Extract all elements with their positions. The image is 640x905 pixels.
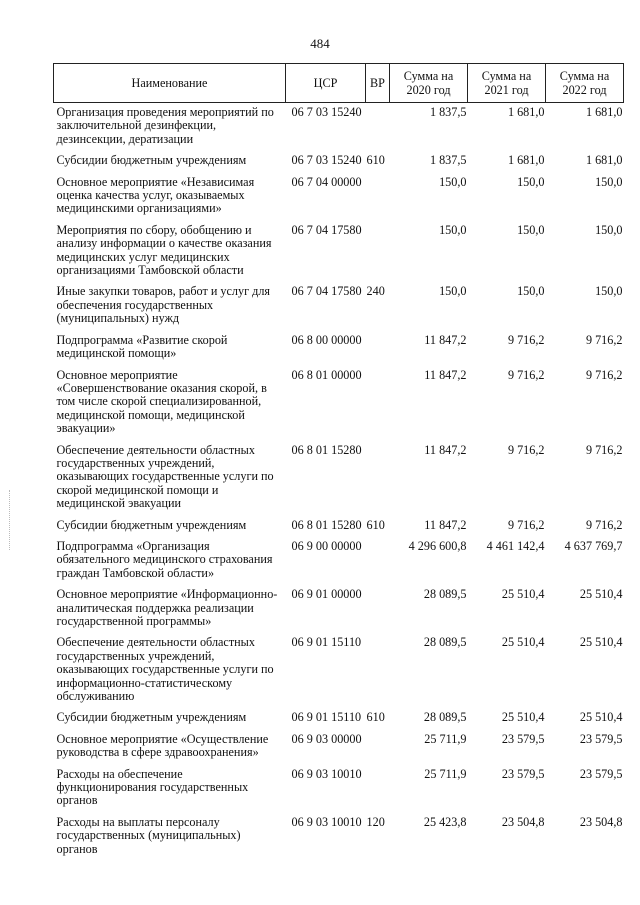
row-sum-2022: 1 681,0	[585, 105, 623, 119]
row-sum-2021: 9 716,2	[507, 332, 545, 347]
row-sum-2020: 11 847,2	[424, 367, 467, 382]
row-sum-2022: 23 579,5	[579, 731, 623, 746]
row-name: Подпрограмма «Организация обязательного медицинского страхования граждан Тамбовской области»	[56, 538, 273, 580]
margin-mark	[9, 490, 11, 550]
row-vr: 610	[366, 710, 385, 725]
row-sum-2021: 23 579,5	[501, 766, 545, 781]
row-sum-2021: 1 681,0	[507, 105, 545, 119]
row-vr	[366, 366, 390, 441]
row-sum-2021: 23 579,5	[501, 731, 545, 746]
row-csr: 06 8 01 15280	[291, 517, 362, 532]
table-row	[54, 282, 624, 330]
table-row	[54, 708, 624, 729]
row-csr: 06 9 01 00000	[291, 587, 362, 602]
table-row	[54, 366, 624, 441]
row-sum-2020: 1 837,5	[429, 153, 467, 168]
row-sum-2021: 150,0	[517, 222, 545, 237]
row-sum-2022: 9 716,2	[585, 517, 623, 532]
row-sum-2021: 25 510,4	[501, 635, 545, 650]
row-csr: 06 7 04 00000	[291, 174, 362, 189]
row-name: Субсидии бюджетным учреждениям	[56, 153, 247, 168]
row-name: Субсидии бюджетным учреждениям	[56, 517, 247, 532]
header-sum-2020: Сумма на 2020 год	[390, 64, 468, 103]
row-csr: 06 9 03 10010	[291, 814, 362, 829]
table-row	[54, 585, 624, 633]
table-row	[54, 537, 624, 585]
row-sum-2020: 11 847,2	[424, 442, 467, 457]
table-row	[54, 730, 624, 765]
row-name: Организация проведения мероприятий по заключительной дезинфекции, дезинсекции, дератизации	[56, 105, 274, 146]
row-name: Расходы на обеспечение функционирования государственных органов	[56, 766, 249, 808]
table-row	[54, 221, 624, 283]
row-sum-2020: 150,0	[439, 174, 467, 189]
row-vr: 240	[366, 284, 385, 299]
row-sum-2022: 23 579,5	[579, 766, 623, 781]
row-sum-2022: 25 510,4	[579, 710, 623, 725]
row-csr: 06 8 01 00000	[291, 367, 362, 382]
header-sum-2021: Сумма на 2021 год	[468, 64, 546, 103]
row-sum-2020: 28 089,5	[423, 635, 467, 650]
row-csr: 06 9 03 10010	[291, 766, 362, 781]
table-header	[54, 64, 624, 103]
row-vr	[366, 331, 390, 366]
row-csr: 06 8 00 00000	[291, 332, 362, 347]
row-sum-2021: 1 681,0	[507, 153, 545, 168]
row-name: Субсидии бюджетным учреждениям	[56, 710, 247, 725]
row-sum-2022: 150,0	[595, 222, 623, 237]
row-sum-2021: 25 510,4	[501, 710, 545, 725]
table-body	[54, 103, 624, 862]
row-csr: 06 7 03 15240	[291, 105, 362, 119]
row-sum-2022: 4 637 769,7	[564, 538, 623, 553]
row-csr: 06 7 04 17580	[291, 284, 362, 299]
header-sum-2022: Сумма на 2022 год	[546, 64, 624, 103]
row-name: Иные закупки товаров, работ и услуг для обеспечения государственных (муниципальных) нужд	[56, 284, 271, 326]
row-sum-2020: 4 296 600,8	[408, 538, 467, 553]
table-row	[54, 173, 624, 221]
row-sum-2021: 150,0	[517, 174, 545, 189]
row-csr: 06 9 00 00000	[291, 538, 362, 553]
row-sum-2021: 9 716,2	[507, 367, 545, 382]
row-name: Основное мероприятие «Совершенствование оказания скорой, в том числе скорой специализированной, медицинской помощи, медицинской эвакуации»	[56, 367, 267, 436]
row-sum-2020: 25 711,9	[424, 731, 467, 746]
row-sum-2021: 23 504,8	[501, 814, 545, 829]
row-vr	[366, 173, 390, 221]
table-row	[54, 441, 624, 516]
table-row	[54, 516, 624, 537]
row-sum-2020: 28 089,5	[423, 710, 467, 725]
row-sum-2020: 25 711,9	[424, 766, 467, 781]
table-row	[54, 151, 624, 172]
row-sum-2020: 150,0	[439, 284, 467, 299]
row-vr	[366, 633, 390, 708]
row-sum-2020: 11 847,2	[424, 332, 467, 347]
row-name: Основное мероприятие «Информационно-аналитическая поддержка реализации государственной программы»	[56, 587, 278, 628]
row-vr	[366, 537, 390, 585]
row-sum-2022: 23 504,8	[579, 814, 623, 829]
header-name: Наименование	[54, 64, 286, 103]
table-row	[54, 103, 624, 152]
row-sum-2022: 1 681,0	[585, 153, 623, 168]
row-sum-2022: 150,0	[595, 284, 623, 299]
row-vr: 610	[366, 517, 385, 532]
row-vr	[366, 765, 390, 813]
row-name: Мероприятия по сбору, обобщению и анализу информации о качестве оказания медицинских услуг медицинских организациями Тамбовской области	[56, 222, 272, 278]
row-name: Основное мероприятие «Независимая оценка качества услуг, оказываемых медицинскими организациями»	[56, 174, 255, 216]
row-sum-2020: 150,0	[439, 222, 467, 237]
row-name: Подпрограмма «Развитие скорой медицинской помощи»	[56, 332, 228, 361]
row-name: Расходы на выплаты персоналу государственных (муниципальных) органов	[56, 814, 241, 856]
row-vr	[366, 585, 390, 633]
row-csr: 06 9 01 15110	[291, 635, 362, 650]
row-sum-2020: 11 847,2	[424, 517, 467, 532]
row-vr: 610	[366, 153, 385, 168]
row-sum-2022: 25 510,4	[579, 587, 623, 602]
row-csr: 06 8 01 15280	[291, 442, 362, 457]
row-sum-2020: 28 089,5	[423, 587, 467, 602]
row-name: Обеспечение деятельности областных государственных учреждений, оказывающих государственные услуги по скорой медицинской помощи и медицинской эвакуации	[56, 442, 274, 511]
row-sum-2021: 25 510,4	[501, 587, 545, 602]
row-csr: 06 9 03 00000	[291, 731, 362, 746]
row-sum-2021: 9 716,2	[507, 442, 545, 457]
page-number: 484	[310, 36, 330, 51]
row-sum-2022: 9 716,2	[585, 442, 623, 457]
header-vr: ВР	[366, 64, 390, 103]
row-sum-2022: 9 716,2	[585, 367, 623, 382]
row-vr	[366, 221, 390, 283]
row-name: Основное мероприятие «Осуществление руководства в сфере здравоохранения»	[56, 731, 269, 760]
row-sum-2021: 150,0	[517, 284, 545, 299]
row-sum-2022: 25 510,4	[579, 635, 623, 650]
budget-table	[53, 63, 624, 861]
row-csr: 06 9 01 15110	[291, 710, 362, 725]
row-sum-2021: 9 716,2	[507, 517, 545, 532]
row-vr: 120	[366, 814, 385, 829]
row-csr: 06 7 03 15240	[291, 153, 362, 168]
table-row	[54, 633, 624, 708]
row-vr	[366, 441, 390, 516]
table-row	[54, 813, 624, 861]
row-sum-2022: 150,0	[595, 174, 623, 189]
header-csr: ЦСР	[286, 64, 366, 103]
row-vr	[366, 730, 390, 765]
table-row	[54, 765, 624, 813]
row-sum-2021: 4 461 142,4	[486, 538, 545, 553]
row-vr	[366, 103, 390, 152]
row-sum-2020: 25 423,8	[423, 814, 467, 829]
row-csr: 06 7 04 17580	[291, 222, 362, 237]
row-name: Обеспечение деятельности областных государственных учреждений, оказывающих государственные услуги по информационно-статистическому обслуживанию	[56, 635, 274, 704]
row-sum-2020: 1 837,5	[429, 105, 467, 119]
table-row	[54, 331, 624, 366]
row-sum-2022: 9 716,2	[585, 332, 623, 347]
